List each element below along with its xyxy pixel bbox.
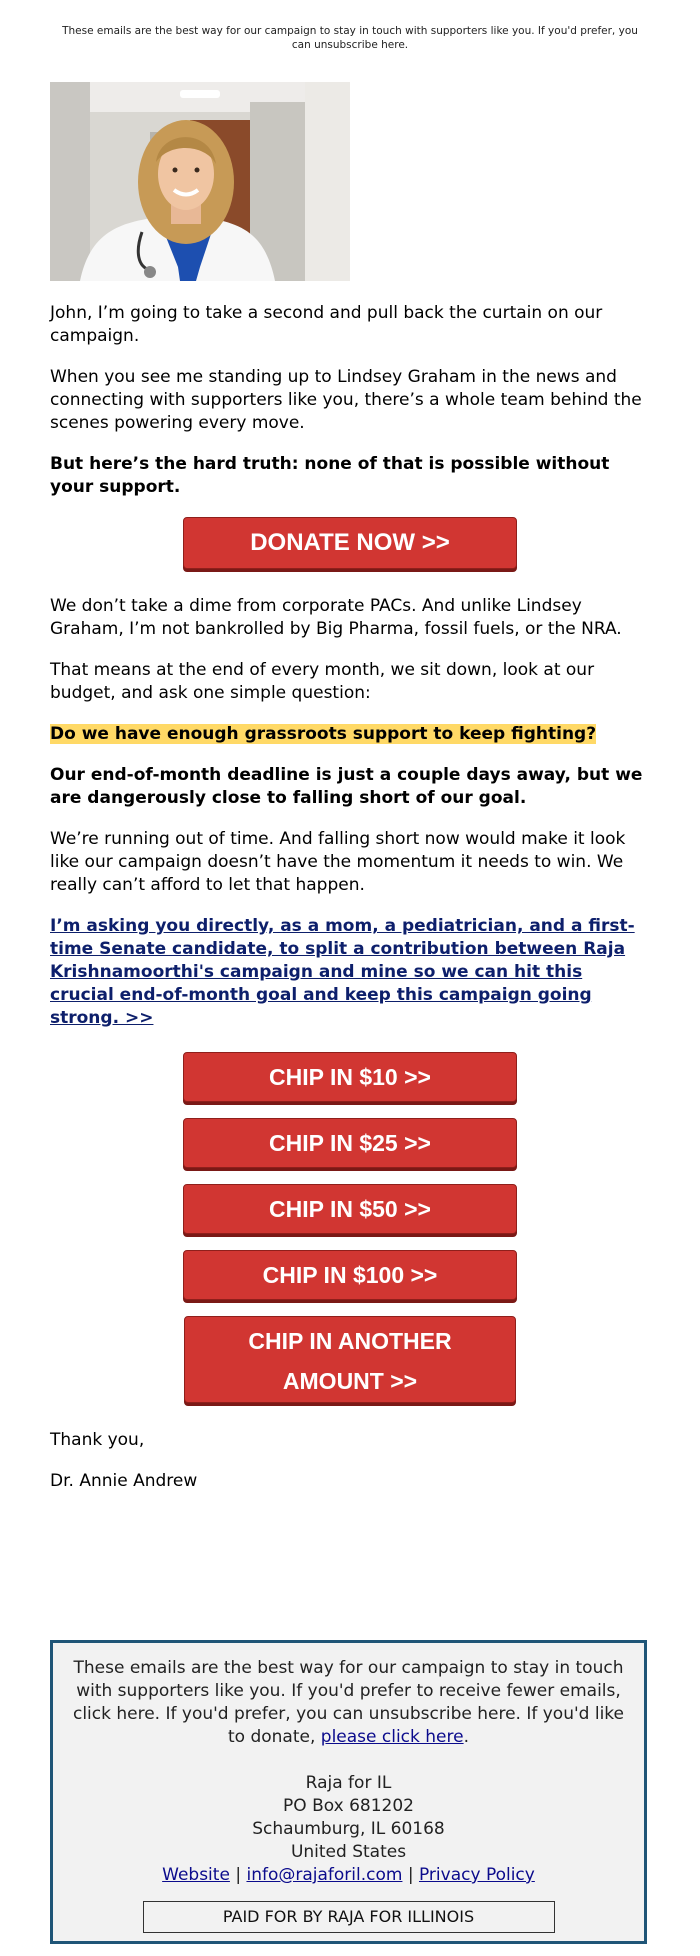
chip-in-25-button[interactable]: CHIP IN $25 >>	[183, 1118, 517, 1168]
footer-separator: |	[235, 1865, 242, 1885]
footer-po-box: PO Box 681202	[283, 1796, 414, 1816]
candidate-photo	[50, 82, 350, 281]
footer-privacy-link[interactable]: Privacy Policy	[418, 1865, 535, 1885]
chip-in-50-button[interactable]: CHIP IN $50 >>	[183, 1184, 517, 1234]
ask-link[interactable]: I’m asking you directly, as a mom, a pediatrician, and a first-time Senate candidate, to split a contribution between Raja Krishnamoorthi's campaign and mine so we can hit this crucial end-of-month goal and keep this campaign going strong. >>	[50, 916, 635, 1028]
footer-address	[67, 1772, 630, 1864]
donate-now-button[interactable]: DONATE NOW >>	[183, 517, 517, 569]
footer-separator: |	[407, 1865, 414, 1885]
chip-in-100-button[interactable]: CHIP IN $100 >>	[183, 1250, 517, 1300]
footer-city: Schaumburg, IL 60168	[252, 1819, 445, 1839]
footer-period: .	[463, 1727, 469, 1747]
chip-in-10-button[interactable]: CHIP IN $10 >>	[183, 1052, 517, 1102]
preheader-text: These emails are the best way for our campaign to stay in touch with supporters like you. If you'd prefer, you can unsubscribe here.	[62, 25, 638, 51]
footer-text: These emails are the best way for our campaign to stay in touch with supporters like you. If you'd prefer to receive fewer emails, click here. If you'd prefer, you can unsubscribe here. If you'd like to donate,	[72, 1658, 624, 1747]
paragraph-intro: John, I’m going to take a second and pull back the curtain on our campaign.	[50, 303, 603, 346]
footer-org: Raja for IL	[305, 1773, 392, 1793]
signature: Dr. Annie Andrew	[50, 1471, 198, 1491]
paragraph-team: When you see me standing up to Lindsey Graham in the news and connecting with supporters like you, there’s a whole team behind the scenes powering every move.	[50, 367, 642, 433]
paragraph-question	[50, 723, 650, 746]
signoff: Thank you,	[50, 1430, 145, 1450]
chip-other-line1: CHIP IN ANOTHER	[248, 1328, 452, 1354]
highlighted-question: Do we have enough grassroots support to keep fighting?	[50, 724, 597, 744]
paragraph-no-pacs: We don’t take a dime from corporate PACs. And unlike Lindsey Graham, I’m not bankrolled by Big Pharma, fossil fuels, or the NRA.	[50, 596, 622, 639]
paragraph-hard-truth: But here’s the hard truth: none of that is possible without your support.	[50, 454, 610, 497]
paragraph-deadline: Our end-of-month deadline is just a couple days away, but we are dangerously close to falling short of our goal.	[50, 765, 643, 808]
email-body	[50, 302, 650, 1511]
footer-disclaimer	[67, 1657, 630, 1749]
chip-in-other-amount-button[interactable]	[184, 1316, 516, 1403]
footer-email-link[interactable]: info@rajaforil.com	[246, 1865, 403, 1885]
paid-for-disclaimer: PAID FOR BY RAJA FOR ILLINOIS	[143, 1901, 555, 1933]
footer-links	[67, 1864, 630, 1887]
footer-box	[50, 1640, 647, 1944]
paragraph-budget: That means at the end of every month, we sit down, look at our budget, and ask one simple question:	[50, 660, 595, 703]
chip-other-line2: AMOUNT >>	[282, 1368, 418, 1394]
footer-website-link[interactable]: Website	[162, 1865, 230, 1885]
paragraph-running-out: We’re running out of time. And falling short now would make it look like our campaign doesn’t have the momentum it needs to win. We really can’t afford to let that happen.	[50, 829, 626, 895]
footer-donate-link[interactable]: please click here	[320, 1727, 464, 1747]
footer-country: United States	[290, 1842, 407, 1862]
